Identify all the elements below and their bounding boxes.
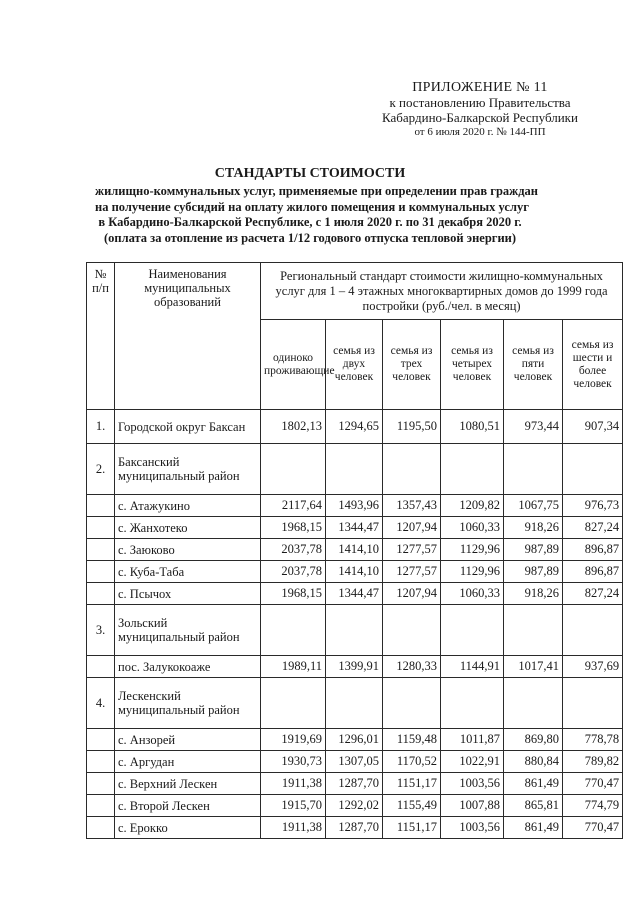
table-row	[87, 561, 623, 583]
row-value	[504, 605, 563, 656]
header-col-five: семья из пяти человек	[504, 320, 563, 410]
row-value	[383, 444, 441, 495]
table-row	[87, 444, 623, 495]
row-value: 1930,73	[261, 751, 326, 773]
row-value	[441, 444, 504, 495]
row-name: с. Анзорей	[115, 729, 261, 751]
row-number	[87, 495, 115, 517]
header-name: Наименования муниципальных образований	[115, 263, 261, 410]
appendix-block	[330, 80, 630, 140]
row-number	[87, 583, 115, 605]
row-value: 987,89	[504, 561, 563, 583]
row-value: 1017,41	[504, 656, 563, 678]
row-value: 861,49	[504, 773, 563, 795]
row-name: с. Жанхотеко	[115, 517, 261, 539]
row-number: 2.	[87, 444, 115, 495]
row-value	[563, 678, 623, 729]
row-value: 1287,70	[326, 817, 383, 839]
row-value: 1003,56	[441, 817, 504, 839]
row-value: 865,81	[504, 795, 563, 817]
row-value: 1802,13	[261, 410, 326, 444]
row-value: 1968,15	[261, 583, 326, 605]
row-value: 1968,15	[261, 517, 326, 539]
appendix-line-2: к постановлению Правительства	[389, 95, 571, 110]
row-value: 1003,56	[441, 773, 504, 795]
row-value: 1493,96	[326, 495, 383, 517]
row-number: 4.	[87, 678, 115, 729]
row-value: 869,80	[504, 729, 563, 751]
row-value: 1277,57	[383, 561, 441, 583]
row-value: 2117,64	[261, 495, 326, 517]
row-value: 1399,91	[326, 656, 383, 678]
row-value: 1911,38	[261, 773, 326, 795]
row-value: 1294,65	[326, 410, 383, 444]
row-value: 1911,38	[261, 817, 326, 839]
row-value: 880,84	[504, 751, 563, 773]
row-value	[383, 605, 441, 656]
row-value: 774,79	[563, 795, 623, 817]
row-value: 1067,75	[504, 495, 563, 517]
row-value: 1151,17	[383, 773, 441, 795]
row-value: 2037,78	[261, 539, 326, 561]
document-title: СТАНДАРТЫ СТОИМОСТИ	[214, 166, 406, 181]
row-name: с. Куба-Таба	[115, 561, 261, 583]
table-row	[87, 495, 623, 517]
row-value: 907,34	[563, 410, 623, 444]
row-value: 973,44	[504, 410, 563, 444]
row-value: 1155,49	[383, 795, 441, 817]
row-name: Городской округ Баксан	[115, 410, 261, 444]
header-col-six: семья из шести и более человек	[563, 320, 623, 410]
table-row	[87, 678, 623, 729]
row-value: 1151,17	[383, 817, 441, 839]
row-value: 1060,33	[441, 583, 504, 605]
header-col-three: семья из трех человек	[383, 320, 441, 410]
table-row	[87, 410, 623, 444]
heading-line-3: в Кабардино-Балкарской Республике, с 1 июля 2020 г. по 31 декабря 2020 г.	[98, 215, 522, 229]
table-row	[87, 729, 623, 751]
row-value: 827,24	[563, 583, 623, 605]
row-value: 1022,91	[441, 751, 504, 773]
row-value: 1287,70	[326, 773, 383, 795]
header-row-top	[87, 263, 623, 320]
row-value: 937,69	[563, 656, 623, 678]
row-number	[87, 729, 115, 751]
row-value: 1307,05	[326, 751, 383, 773]
row-value: 1129,96	[441, 539, 504, 561]
row-number	[87, 817, 115, 839]
row-value: 1296,01	[326, 729, 383, 751]
row-value: 1915,70	[261, 795, 326, 817]
row-value: 896,87	[563, 539, 623, 561]
row-value	[563, 444, 623, 495]
row-value	[326, 605, 383, 656]
row-value: 1280,33	[383, 656, 441, 678]
table-row	[87, 773, 623, 795]
row-value	[326, 678, 383, 729]
table-row	[87, 751, 623, 773]
row-number	[87, 795, 115, 817]
row-value: 1357,43	[383, 495, 441, 517]
row-name: Зольский муниципальный район	[115, 605, 261, 656]
heading-line-2: на получение субсидий на оплату жилого помещения и коммунальных услуг	[95, 199, 529, 214]
header-col-single: одиноко проживающие	[261, 320, 326, 410]
row-number: 3.	[87, 605, 115, 656]
row-value: 1080,51	[441, 410, 504, 444]
row-value	[441, 678, 504, 729]
row-value: 1344,47	[326, 583, 383, 605]
row-value: 2037,78	[261, 561, 326, 583]
row-number	[87, 539, 115, 561]
row-value: 1414,10	[326, 539, 383, 561]
row-value: 976,73	[563, 495, 623, 517]
row-value: 1207,94	[383, 583, 441, 605]
row-value: 770,47	[563, 817, 623, 839]
row-value: 1344,47	[326, 517, 383, 539]
row-number	[87, 773, 115, 795]
row-value: 861,49	[504, 817, 563, 839]
appendix-title: ПРИЛОЖЕНИЕ № 11	[412, 80, 548, 95]
row-value: 778,78	[563, 729, 623, 751]
header-num: № п/п	[87, 263, 115, 410]
row-value: 1129,96	[441, 561, 504, 583]
row-name: Лескенский муниципальный район	[115, 678, 261, 729]
row-value: 1277,57	[383, 539, 441, 561]
appendix-line-3: Кабардино-Балкарской Республики	[382, 110, 578, 125]
row-value: 1159,48	[383, 729, 441, 751]
row-value: 918,26	[504, 517, 563, 539]
row-value: 770,47	[563, 773, 623, 795]
row-value	[326, 444, 383, 495]
standards-table	[86, 262, 623, 839]
header-region: Региональный стандарт стоимости жилищно-коммунальных услуг для 1 – 4 этажных многоквартирных домов до 1999 года постройки (руб./чел. в месяц)	[261, 263, 623, 320]
row-name: с. Атажукино	[115, 495, 261, 517]
table-row	[87, 517, 623, 539]
row-value: 789,82	[563, 751, 623, 773]
row-value: 1209,82	[441, 495, 504, 517]
document-heading	[95, 166, 538, 246]
row-value: 1919,69	[261, 729, 326, 751]
row-value	[261, 605, 326, 656]
table-row	[87, 583, 623, 605]
row-value: 1195,50	[383, 410, 441, 444]
row-value: 1060,33	[441, 517, 504, 539]
row-number	[87, 561, 115, 583]
row-value	[441, 605, 504, 656]
row-value	[504, 444, 563, 495]
appendix-line-4: от 6 июля 2020 г. № 144-ПП	[414, 126, 546, 138]
row-number: 1.	[87, 410, 115, 444]
row-number	[87, 517, 115, 539]
row-value: 1989,11	[261, 656, 326, 678]
row-name: пос. Залукокоаже	[115, 656, 261, 678]
row-value	[504, 678, 563, 729]
row-value	[383, 678, 441, 729]
row-number	[87, 751, 115, 773]
header-col-two: семья из двух человек	[326, 320, 383, 410]
heading-line-4: (оплата за отопление из расчета 1/12 годового отпуска тепловой энергии)	[103, 230, 517, 245]
row-value: 1144,91	[441, 656, 504, 678]
row-value: 1007,88	[441, 795, 504, 817]
row-value: 827,24	[563, 517, 623, 539]
row-value: 1292,02	[326, 795, 383, 817]
row-name: Баксанский муниципальный район	[115, 444, 261, 495]
row-name: с. Аргудан	[115, 751, 261, 773]
table-row	[87, 539, 623, 561]
row-value: 987,89	[504, 539, 563, 561]
row-number	[87, 656, 115, 678]
row-value: 1170,52	[383, 751, 441, 773]
row-value: 1011,87	[441, 729, 504, 751]
row-name: с. Псычох	[115, 583, 261, 605]
row-value: 1414,10	[326, 561, 383, 583]
row-value: 918,26	[504, 583, 563, 605]
table-row	[87, 817, 623, 839]
heading-line-1: жилищно-коммунальных услуг, применяемые при определении прав граждан	[95, 184, 538, 198]
row-name: с. Заюково	[115, 539, 261, 561]
row-value	[563, 605, 623, 656]
table-row	[87, 795, 623, 817]
row-value	[261, 444, 326, 495]
table-body	[87, 410, 623, 839]
row-value: 1207,94	[383, 517, 441, 539]
table-row	[87, 656, 623, 678]
row-value: 896,87	[563, 561, 623, 583]
row-name: с. Верхний Лескен	[115, 773, 261, 795]
header-col-four: семья из четырех человек	[441, 320, 504, 410]
row-name: с. Второй Лескен	[115, 795, 261, 817]
row-value	[261, 678, 326, 729]
table-row	[87, 605, 623, 656]
row-name: с. Ерокко	[115, 817, 261, 839]
